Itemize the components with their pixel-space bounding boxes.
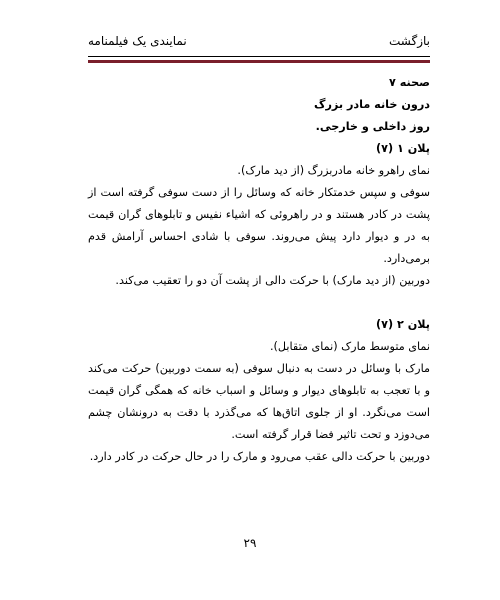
- scene-time: روز داخلی و خارجی.: [315, 120, 430, 133]
- shot-2-camera: دوربین با حرکت دالی عقب می‌رود و مارک را در حال حرکت در کادر دارد.: [89, 450, 430, 463]
- shot-2-action: مارک با وسائل در دست به دنبال سوفی (به سمت دوربین) حرکت می‌کند و با تعجب به تابلوهای دیوار و وسائل و اسباب خانه که همگی گران قیمت است می‌نگرد. او از جلوی اتاق‌ها که می‌گذرد با دقت به درونشان چشم می‌دوزد و تحت تاثیر فضا قرار گرفته است.: [88, 362, 430, 441]
- shot-1-action: سوفی و سپس خدمتکار خانه که وسائل را از دست سوفی گرفته است از پشت در کادر هستند و در راهروئی که اشیاء نفیس و تابلوهای گران قیمت به در و دیوار دارد پیش می‌روند. سوفی با شادی احساس آرامش قدم برمی‌دارد.: [88, 186, 430, 265]
- header-section-title: بازگشت: [389, 34, 430, 48]
- running-header: [88, 28, 430, 54]
- scene-location: درون خانه مادر بزرگ: [314, 98, 430, 111]
- header-book-title: نمایندی یک فیلمنامه: [88, 34, 187, 48]
- page-body: [88, 72, 430, 468]
- header-rule-thin: [88, 56, 430, 57]
- shot-2-framing: نمای متوسط مارک (نمای متقابل).: [270, 340, 430, 353]
- paragraph-gap: [88, 292, 430, 314]
- shot-1-heading: پلان ۱ (۷): [376, 142, 430, 155]
- page-number: ۲۹: [243, 536, 257, 550]
- shot-1-camera: دوربین (از دید مارک) با حرکت دالی از پشت آن دو را تعقیب می‌کند.: [115, 274, 430, 287]
- header-rule-thick: [88, 60, 430, 63]
- shot-1-framing: نمای راهرو خانه مادربزرگ (از دید مارک).: [237, 164, 430, 177]
- scene-number: صحنه ۷: [389, 76, 430, 89]
- shot-2-heading: پلان ۲ (۷): [376, 318, 430, 331]
